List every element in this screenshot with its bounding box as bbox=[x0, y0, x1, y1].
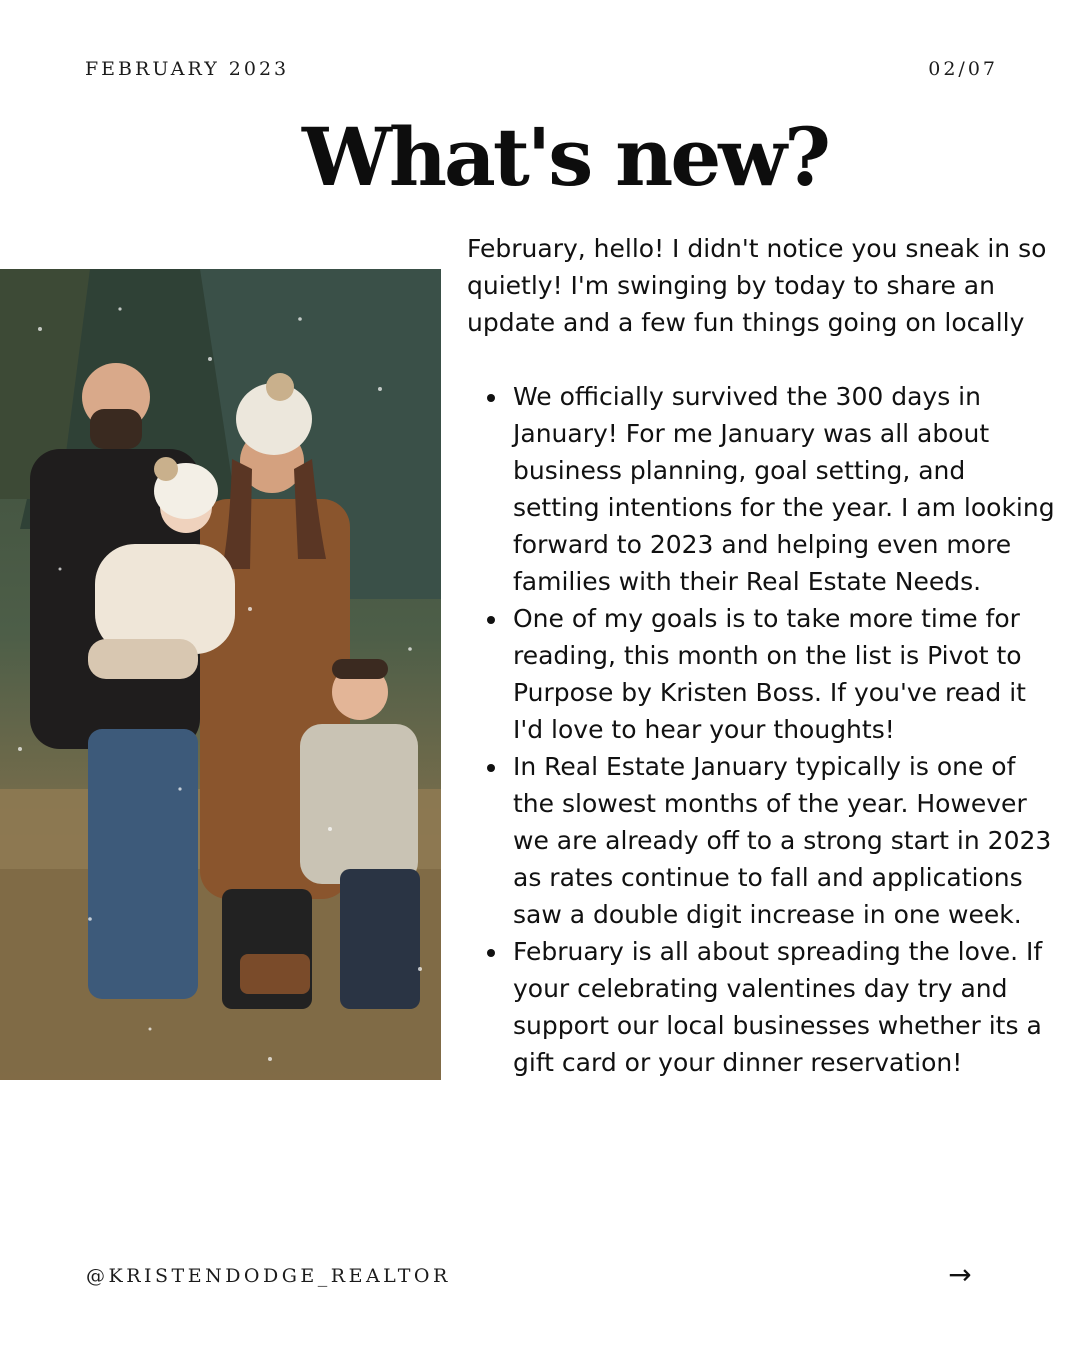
arrow-right-icon[interactable]: → bbox=[948, 1258, 972, 1291]
list-item: In Real Estate January typically is one of the slowest months of the year. However we are already off to a strong start in 2023 as rates continue to fall and applications saw a double digit increase in one week. bbox=[513, 748, 1057, 933]
family-photo bbox=[0, 269, 441, 1080]
update-list bbox=[467, 378, 1057, 1081]
list-item: One of my goals is to take more time for reading, this month on the list is Pivot to Purpose by Kristen Boss. If you've read it I'd love to hear your thoughts! bbox=[513, 600, 1057, 748]
header-date: FEBRUARY 2023 bbox=[85, 58, 290, 80]
intro-paragraph: February, hello! I didn't notice you sneak in so quietly! I'm swinging by today to share an update and a few fun things going on locally bbox=[467, 234, 1047, 337]
list-item: February is all about spreading the love. If your celebrating valentines day try and support our local businesses whether its a gift card or your dinner reservation! bbox=[513, 933, 1057, 1081]
page-indicator: 02/07 bbox=[928, 58, 998, 80]
page-title: What's new? bbox=[302, 110, 828, 204]
social-handle: @KRISTENDODGE_REALTOR bbox=[86, 1265, 451, 1287]
list-item: We officially survived the 300 days in January! For me January was all about business planning, goal setting, and setting intentions for the year. I am looking forward to 2023 and helping even more families with their Real Estate Needs. bbox=[513, 378, 1057, 600]
content-column bbox=[467, 230, 1057, 1081]
